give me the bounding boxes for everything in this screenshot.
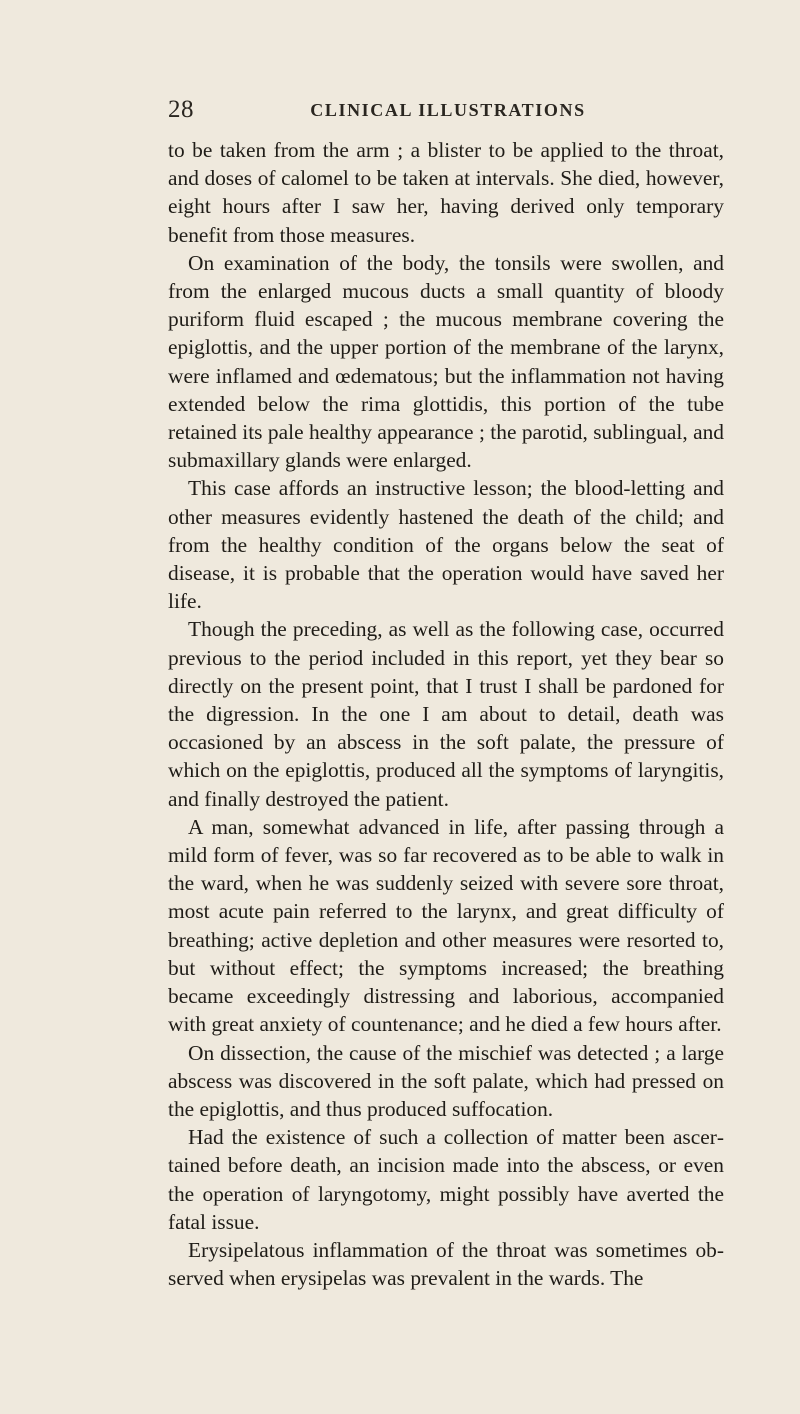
paragraph-erysipelas: Erysipelatous inflammation of the throat was sometimes observed when erysipelas was prevalent in the wards. The [168, 1237, 724, 1291]
paragraph-conclusion: Had the existence of such a collection of matter been ascertained before death, an incision made into the abscess, or even the operation of laryngotomy, might possibly have averted the fatal issue. [168, 1125, 724, 1234]
page-header [168, 96, 728, 126]
paragraph-lesson: This case affords an instructive lesson; the blood-letting and other measures evidently hastened the death of the child; and from the healthy condition of the organs below the seat of disease, it is probable that the operation would have saved her life. [168, 476, 724, 614]
paragraph-case: A man, somewhat advanced in life, after passing through a mild form of fever, was so far recovered as to be able to walk in the ward, when he was suddenly seized with severe sore throat, most acute pain referred to the larynx, and great difficulty of breathing; active depletion and other measures were resorted to, but without effect; the symptoms increased; the breathing became exceedingly distressing and laborious, accompanied with great anxiety of countenance; and he died a few hours after. [168, 814, 724, 1037]
paragraph-examination: On examination of the body, the tonsils were swollen, and from the enlarged mucous ducts a small quantity of bloody puriform fluid escaped ; the mucous membrane covering the epiglottis, and the upper portion of the membrane of the larynx, were inflamed and œdematous; but the inflammation not having extended below the rima glottidis, this portion of the tube retained its pale healthy appearance ; the parotid, sublingual, and submaxillary glands were enlarged. [168, 250, 724, 473]
page-number: 28 [168, 96, 194, 123]
body-text [168, 136, 724, 1292]
paragraph-continuation: to be taken from the arm ; a blister to be applied to the throat, and doses of calomel to be taken at intervals. She died, however, eight hours after I saw her, having derived only temporary benefit from those measures. [168, 138, 724, 247]
running-head: CLINICAL ILLUSTRATIONS [310, 100, 586, 120]
paragraph-digression: Though the preceding, as well as the following case, occurred previous to the period included in this report, yet they bear so directly on the present point, that I trust I shall be pardoned for the digression. In the one I am about to detail, death was occasioned by an abscess in the soft palate, the pressure of which on the epiglottis, produced all the symptoms of laryngitis, and finally destroyed the patient. [168, 617, 724, 811]
paragraph-dissection: On dissection, the cause of the mischief was detected ; a large abscess was discovered in the soft palate, which had pressed on the epiglottis, and thus produced suffocation. [168, 1040, 724, 1121]
